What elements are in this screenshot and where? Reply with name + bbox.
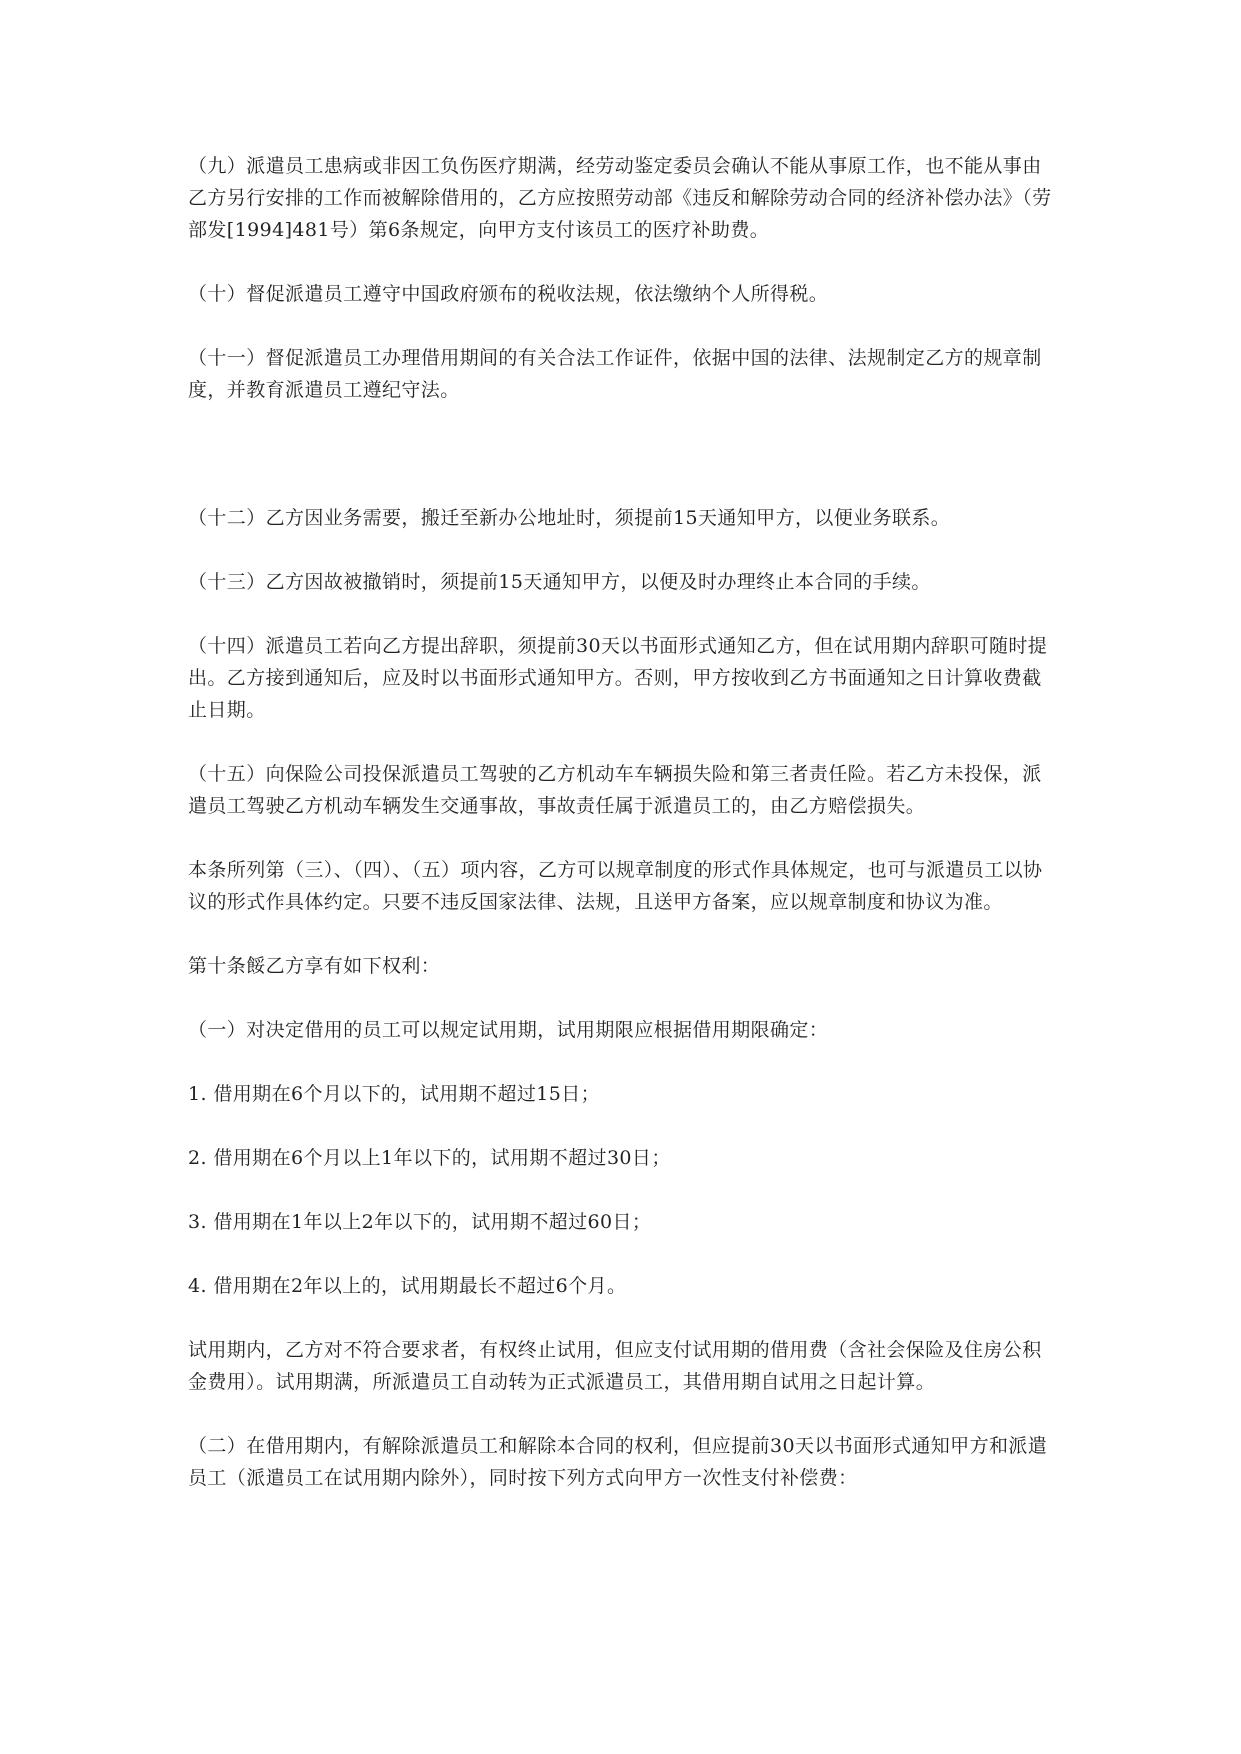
list-item-2: 2. 借用期在6个月以上1年以下的，试用期不超过30日； [188, 1147, 671, 1169]
paragraph-note: 本条所列第（三）、（四）、（五）项内容，乙方可以规章制度的形式作具体规定，也可与派遣员工以协议的形式作具体约定。只要不违反国家法律、法规，且送甲方备案，应以规章制度和协议为准。 [188, 859, 1043, 913]
right-item-1: （一）对决定借用的员工可以规定试用期，试用期限应根据借用期限确定： [188, 1019, 829, 1041]
probation-paragraph: 试用期内，乙方对不符合要求者，有权终止试用，但应支付试用期的借用费（含社会保险及住房公积金费用）。试用期满，所派遣员工自动转为正式派遣员工，其借用期自试用之日起计算。 [188, 1339, 1042, 1393]
list-item-1: 1. 借用期在6个月以下的，试用期不超过15日； [188, 1083, 601, 1105]
article-heading: 第十条餒乙方享有如下权利： [188, 955, 441, 977]
paragraph-item-9: （九）派遣员工患病或非因工负伤医疗期满，经劳动鉴定委员会确认不能从事原工作，也不能从事由乙方另行安排的工作而被解除借用的，乙方应按照劳动部《违反和解除劳动合同的经济补偿办法》（劳部发[1994]481号）第6条规定，向甲方支付该员工的医疗补助费。 [188, 155, 1052, 241]
right-item-2: （二）在借用期内，有解除派遣员工和解除本合同的权利，但应提前30天以书面形式通知甲方和派遣员工（派遣员工在试用期内除外），同时按下列方式向甲方一次性支付补偿费： [188, 1435, 1048, 1489]
paragraph-item-10: （十）督促派遣员工遵守中国政府颁布的税收法规，依法缴纳个人所得税。 [188, 283, 829, 305]
paragraph-item-13: （十三）乙方因故被撤销时，须提前15天通知甲方，以便及时办理终止本合同的手续。 [188, 571, 931, 593]
paragraph-item-14: （十四）派遣员工若向乙方提出辞职，须提前30天以书面形式通知乙方，但在试用期内辞职可随时提出。乙方接到通知后，应及时以书面形式通知甲方。否则，甲方按收到乙方书面通知之日计算收费截止日期。 [188, 635, 1048, 721]
paragraph-item-12: （十二）乙方因业务需要，搬迁至新办公地址时，须提前15天通知甲方，以便业务联系。 [188, 507, 951, 529]
list-item-4: 4. 借用期在2年以上的，试用期最长不超过6个月。 [188, 1275, 627, 1297]
list-item-3: 3. 借用期在1年以上2年以下的，试用期不超过60日； [188, 1211, 652, 1233]
document-body [188, 150, 1058, 1494]
paragraph-item-15: （十五）向保险公司投保派遣员工驾驶的乙方机动车车辆损失险和第三者责任险。若乙方未投保，派遣员工驾驶乙方机动车辆发生交通事故，事故责任属于派遣员工的，由乙方赔偿损失。 [188, 763, 1042, 817]
paragraph-item-11: （十一）督促派遣员工办理借用期间的有关合法工作证件，依据中国的法律、法规制定乙方的规章制度，并教育派遣员工遵纪守法。 [188, 347, 1042, 401]
